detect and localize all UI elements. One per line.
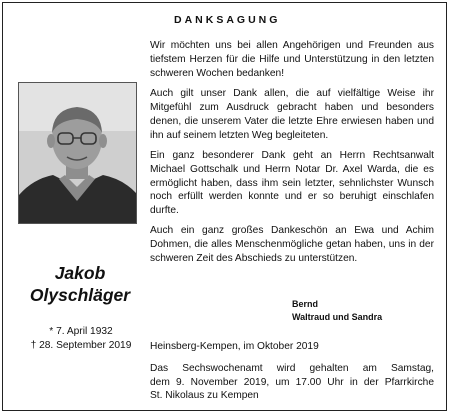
portrait-image [19, 83, 136, 223]
deceased-name [10, 262, 150, 306]
paragraph-1: Wir möchten uns bei allen Angehörigen und Freunden aus tiefstem Herzen für die Hilfe und Unterstützung in den letzten schweren Wochen bedanken! [150, 40, 434, 79]
paragraph-4: Auch ein ganz großes Dankeschön an Ewa und Achim Dohmen, die alles Menschenmögliche getan haben, uns in der schweren Zeit des Abschieds zu unterstützen. [150, 225, 434, 265]
service-line-1: Das Sechswochenamt wird gehalten am Samstag, [150, 363, 434, 374]
portrait-photo [18, 82, 137, 224]
last-name: Olyschläger [29, 285, 131, 305]
heading: DANKSAGUNG [174, 14, 281, 26]
signature-line-2: Waltraud und Sandra [292, 312, 383, 322]
life-dates [6, 325, 156, 353]
signature-line-1: Bernd [292, 299, 319, 309]
first-name: Jakob [54, 263, 106, 283]
thanks-text [150, 39, 434, 272]
birth-date: * 7. April 1932 [49, 326, 113, 337]
place-date: Heinsberg-Kempen, im Oktober 2019 [150, 341, 319, 352]
signature [292, 298, 382, 324]
death-date: † 28. September 2019 [30, 340, 132, 351]
service-notice [150, 362, 434, 403]
paragraph-2: Auch gilt unser Dank allen, die auf vielfältige Weise ihr Mitgefühl zum Ausdruck gebracht haben und besonders denen, die unserem Vater die letzte Ehre erwiesen haben und ihn auf seinem letzten Weg begleiteten. [150, 87, 434, 141]
service-line-2: dem 9. November 2019, um 17.00 Uhr in der Pfarrkirche [150, 376, 434, 388]
paragraph-3: Ein ganz besonderer Dank geht an Herrn Rechtsanwalt Michael Gottschalk und Herrn Notar Dr. Axel Warda, die es ermöglicht haben, dass ihm sein letzter, sehnlichster Wunsch noch erfüllt werden konnte und er so beruhigt einschlafen durfte. [150, 149, 434, 217]
service-line-3: St. Nikolaus zu Kempen [150, 390, 259, 402]
